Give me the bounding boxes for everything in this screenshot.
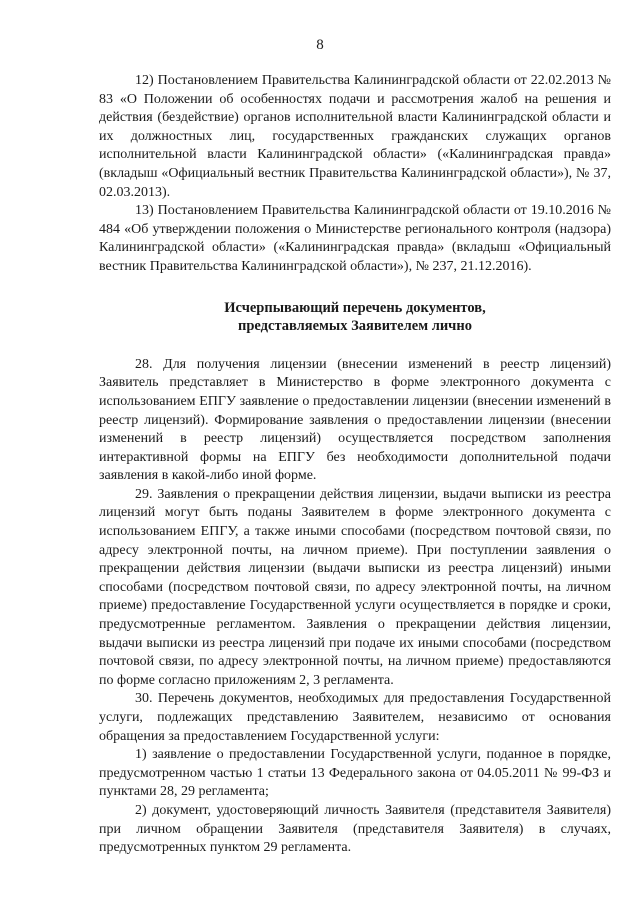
paragraph-28: 28. Для получения лицензии (внесении изменений в реестр лицензий) Заявитель представляет в Министерство в форме электронного документа с использованием ЕПГУ заявление о предоставлении лицензии (внесении изменений в реестр лицензий). Формирование заявления о предоставлении лицензии (внесении изменений в реестр лицензий) осуществляется посредством заполнения интерактивной формы на ЕПГУ без необходимости дополнительной подачи заявления в какой-либо иной форме.	[99, 356, 611, 484]
document-body	[99, 72, 611, 858]
paragraph-29: 29. Заявления о прекращении действия лицензии, выдачи выписки из реестра лицензий могут быть поданы Заявителем в форме электронного документа с использованием ЕПГУ, а также иными способами (посредством почтовой связи, по адресу электронной почты, на личном приеме). При поступлении заявления о прекращении действия лицензии (выдачи выписки из реестра лицензий) иными способами (посредством почтовой связи, по адресу электронной почты, на личном приеме) предоставление Государственной услуги осуществляется в порядке и сроки, предусмотренные регламентом. Заявления о прекращении действия лицензии, выдачи выписки из реестра лицензий при подаче их иными способами (посредством почтовой связи, по адресу электронной почты, на личном приеме) предоставляются по форме согласно приложениям 2, 3 регламента.	[99, 486, 611, 688]
paragraph-30-item-2: 2) документ, удостоверяющий личность Заявителя (представителя Заявителя) при личном обращении Заявителя (представителя Заявителя) в случаях, предусмотренных пунктом 29 регламента.	[99, 802, 611, 856]
paragraph-30-item-1: 1) заявление о предоставлении Государственной услуги, поданное в порядке, предусмотренном частью 1 статьи 13 Федерального закона от 04.05.2011 № 99-ФЗ и пунктами 28, 29 регламента;	[99, 747, 611, 800]
page-number: 8	[316, 37, 324, 53]
section-heading-line-1: Исчерпывающий перечень документов,	[224, 299, 486, 316]
section-heading-line-2: представляемых Заявителем лично	[238, 318, 472, 335]
paragraph-item-13: 13) Постановлением Правительства Калининградской области от 19.10.2016 № 484 «Об утверждении положения о Министерстве регионального контроля (надзора) Калининградской области» («Калининградская правда» (вкладыш «Официальный вестник Правительства Калининградской области»), № 237, 21.12.2016).	[99, 203, 611, 274]
section-heading	[99, 299, 611, 336]
paragraph-item-12: 12) Постановлением Правительства Калининградской области от 22.02.2013 № 83 «О Положении об особенностях подачи и рассмотрения жалоб на решения и действия (бездействие) органов исполнительной власти Калининградской области и их должностных лиц, государственных гражданских служащих органов исполнительной власти Калининградской области» («Калининградская правда» (вкладыш «Официальный вестник Правительства Калининградской области»), № 37, 02.03.2013).	[99, 73, 611, 200]
paragraph-30: 30. Перечень документов, необходимых для предоставления Государственной услуги, подлежащих представлению Заявителем, независимо от основания обращения за предоставлением Государственной услуги:	[99, 691, 611, 744]
